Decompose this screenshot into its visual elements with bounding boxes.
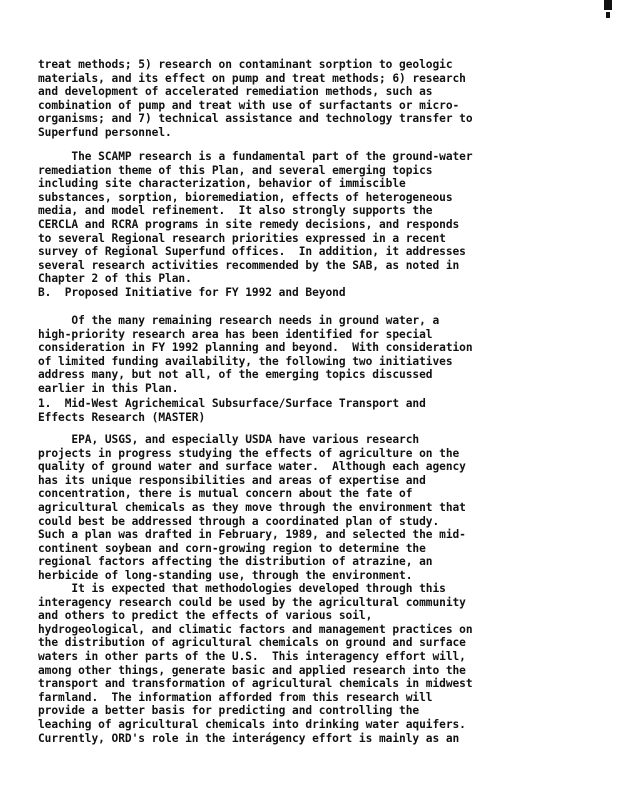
text-line: several research activities recommended by the SAB, as noted in xyxy=(38,258,460,272)
text-line: treat methods; 5) research on contaminant sorption to geologic xyxy=(38,58,453,71)
scan-artifact xyxy=(604,0,612,10)
text-line: substances, sorption, bioremediation, effects of heterogeneous xyxy=(38,190,453,204)
text-line: interagency research could be used by the agricultural community xyxy=(38,595,466,609)
text-line: organisms; and 7) technical assistance and technology transfer to xyxy=(38,112,473,126)
text-line: materials, and its effect on pump and treat methods; 6) research xyxy=(38,71,466,85)
paragraph-continued xyxy=(38,58,598,140)
text-line: herbicide of long-standing use, through the environment. xyxy=(38,568,413,582)
text-line: projects in progress studying the effects of agriculture on the xyxy=(38,446,460,460)
text-line: earlier in this Plan. xyxy=(38,381,179,395)
text-line: transport and transformation of agricultural chemicals in midwest xyxy=(38,677,473,691)
text-line: EPA, USGS, and especially USDA have various research xyxy=(38,433,420,446)
text-line: consideration in FY 1992 planning and beyond. With consideration xyxy=(38,341,473,355)
text-line: continent soybean and corn-growing region to determine the xyxy=(38,541,426,555)
text-line: leaching of agricultural chemicals into drinking water aquifers. xyxy=(38,717,466,731)
text-line: the distribution of agricultural chemicals on ground and surface xyxy=(38,636,466,650)
text-line: including site characterization, behavior of immiscible xyxy=(38,177,406,191)
text-line: concentration, there is mutual concern about the fate of xyxy=(38,487,413,501)
text-line: farmland. The information afforded from this research will xyxy=(38,690,433,704)
subsection-heading xyxy=(38,397,598,424)
paragraph-scamp-research xyxy=(38,150,598,286)
text-line: regional factors affecting the distribution of atrazine, an xyxy=(38,555,433,569)
text-line: Of the many remaining research needs in ground water, a xyxy=(38,314,440,327)
text-line: to several Regional research priorities expressed in a recent xyxy=(38,231,446,245)
section-heading-text: B. Proposed Initiative for FY 1992 and Beyond xyxy=(38,286,346,299)
text-line: It is expected that methodologies developed through this xyxy=(38,582,446,595)
paragraph-remaining-needs xyxy=(38,314,598,396)
text-line: agricultural chemicals as they move through the environment that xyxy=(38,500,466,514)
paragraph-methodologies xyxy=(38,582,598,745)
text-line: and others to predict the effects of various soil, xyxy=(38,609,373,623)
text-line: address many, but not all, of the emerging topics discussed xyxy=(38,368,433,382)
text-line: waters in other parts of the U.S. This interagency effort will, xyxy=(38,649,466,663)
text-line: Currently, ORD's role in the interágency effort is mainly as an xyxy=(38,731,460,745)
text-line: has its unique responsibilities and areas of expertise and xyxy=(38,473,426,487)
subsection-heading-text: 1. Mid-West Agrichemical Subsurface/Surface Transport and xyxy=(38,397,426,410)
text-line: CERCLA and RCRA programs in site remedy decisions, and responds xyxy=(38,217,460,231)
scan-artifact xyxy=(606,12,610,18)
text-line: among other things, generate basic and applied research into the xyxy=(38,663,466,677)
text-line: The SCAMP research is a fundamental part of the ground-water xyxy=(38,150,473,163)
text-line: and development of accelerated remediation methods, such as xyxy=(38,85,433,99)
text-line: could best be addressed through a coordinated plan of study. xyxy=(38,514,440,528)
text-line: combination of pump and treat with use of surfactants or micro- xyxy=(38,98,460,112)
text-line: Such a plan was drafted in February, 1989, and selected the mid- xyxy=(38,528,466,542)
text-line: remediation theme of this Plan, and several emerging topics xyxy=(38,163,433,177)
text-line: of limited funding availability, the following two initiatives xyxy=(38,354,453,368)
text-line: hydrogeological, and climatic factors and management practices on xyxy=(38,622,473,636)
text-line: media, and model refinement. It also strongly supports the xyxy=(38,204,433,218)
text-line: Chapter 2 of this Plan. xyxy=(38,272,192,286)
text-line: high-priority research area has been identified for special xyxy=(38,327,433,341)
text-line: Superfund personnel. xyxy=(38,125,172,139)
text-line: survey of Regional Superfund offices. In addition, it addresses xyxy=(38,245,466,259)
text-line: quality of ground water and surface water. Although each agency xyxy=(38,460,466,474)
section-heading xyxy=(38,286,598,300)
paragraph-agency-projects xyxy=(38,433,598,583)
subsection-heading-text: Effects Research (MASTER) xyxy=(38,410,206,424)
text-line: provide a better basis for predicting and controlling the xyxy=(38,704,420,718)
